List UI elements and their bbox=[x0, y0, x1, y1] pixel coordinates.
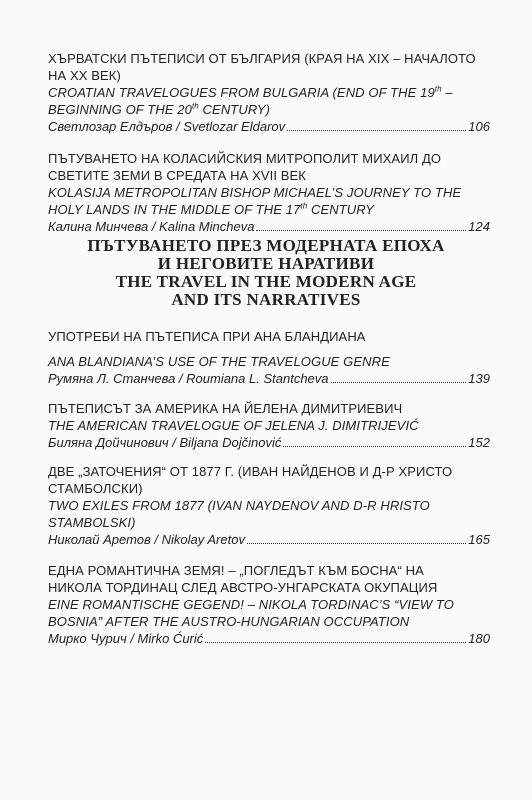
entry-page-number: 180 bbox=[468, 631, 490, 646]
entry-page-number: 139 bbox=[468, 371, 490, 386]
entry-page-number: 106 bbox=[468, 119, 490, 134]
dot-leader bbox=[287, 129, 466, 131]
entry-title-bg: ПЪТУВАНЕТО НА КОЛАСИЙСКИЯ МИТРОПОЛИТ МИХАИЛ ДО bbox=[48, 151, 442, 166]
entry-title-bg: ХЪРВАТСКИ ПЪТЕПИСИ ОТ БЪЛГАРИЯ (КРАЯ НА XIX – НАЧАЛОТО bbox=[48, 51, 476, 66]
toc-entry[interactable] bbox=[48, 328, 490, 387]
toc-entry[interactable] bbox=[48, 562, 490, 647]
section-heading-line: И НЕГОВИТЕ НАРАТИВИ bbox=[157, 254, 375, 273]
entry-title-en: KOLASIJA METROPOLITAN BISHOP MICHAEL’S JOURNEY TO THE bbox=[48, 185, 462, 200]
entry-author-row bbox=[48, 630, 490, 647]
entry-title-en: THE AMERICAN TRAVELOGUE OF JELENA J. DIMITRIJEVIĆ bbox=[48, 418, 419, 433]
entry-author-row bbox=[48, 370, 490, 387]
toc-entry[interactable] bbox=[48, 400, 490, 451]
entry-title-bg: СВЕТИТЕ ЗЕМИ В СРЕДАТА НА XVII ВЕК bbox=[48, 168, 306, 183]
entry-title-bg: СТАМБОЛСКИ) bbox=[48, 481, 143, 496]
entry-title-en: EINE ROMANTISCHE GEGEND! – NIKOLA TORDINAC’S “VIEW TO bbox=[48, 597, 454, 612]
entry-author-row bbox=[48, 434, 490, 451]
toc-entry[interactable] bbox=[48, 463, 490, 548]
entry-title-en: TWO EXILES FROM 1877 (IVAN NAYDENOV AND D-R HRISTO bbox=[48, 498, 430, 513]
entry-author: Биляна Дойчинович / Biljana Dojčinović bbox=[48, 435, 282, 450]
section-heading-line: THE TRAVEL IN THE MODERN AGE bbox=[115, 272, 417, 291]
entry-author-row bbox=[48, 531, 490, 548]
section-heading-line: AND ITS NARRATIVES bbox=[171, 290, 361, 309]
section-heading bbox=[0, 237, 532, 309]
entry-author-row bbox=[48, 218, 490, 235]
section-heading-line: ПЪТУВАНЕТО ПРЕЗ МОДЕРНАТА ЕПОХА bbox=[87, 236, 445, 255]
dot-leader bbox=[256, 229, 466, 231]
entry-author: Мирко Чурич / Mirko Ćurić bbox=[48, 631, 204, 646]
entry-title-en: BEGINNING OF THE 20th CENTURY) bbox=[48, 101, 271, 117]
entry-page-number: 152 bbox=[468, 435, 490, 450]
entry-title-en: ANA BLANDIANA’S USE OF THE TRAVELOGUE GENRE bbox=[48, 354, 390, 369]
dot-leader bbox=[205, 641, 466, 643]
toc-entry[interactable] bbox=[48, 150, 490, 235]
entry-author: Николай Аретов / Nikolay Aretov bbox=[48, 532, 245, 547]
entry-author: Светлозар Елдъров / Svetlozar Eldarov bbox=[48, 119, 286, 134]
entry-author: Румяна Л. Станчева / Roumiana L. Stantcheva bbox=[48, 371, 329, 386]
entry-title-en: BOSNIA” AFTER THE AUSTRO-HUNGARIAN OCCUPATION bbox=[48, 614, 410, 629]
entry-author: Калина Минчева / Kalina Mincheva bbox=[48, 219, 255, 234]
entry-title-bg: НИКОЛА ТОРДИНАЦ СЛЕД АВСТРО-УНГАРСКАТА ОКУПАЦИЯ bbox=[48, 580, 438, 595]
entry-author-row bbox=[48, 118, 490, 135]
dot-leader bbox=[247, 542, 466, 544]
dot-leader bbox=[331, 381, 467, 383]
entry-page-number: 124 bbox=[468, 219, 490, 234]
entry-title-en: CROATIAN TRAVELOGUES FROM BULGARIA (END OF THE 19th – bbox=[48, 84, 453, 100]
entry-title-bg: УПОТРЕБИ НА ПЪТЕПИСА ПРИ АНА БЛАНДИАНА bbox=[48, 329, 366, 344]
entry-title-en: HOLY LANDS IN THE MIDDLE OF THE 17th CENTURY bbox=[48, 201, 375, 217]
entry-title-bg: НА XX ВЕК) bbox=[48, 68, 121, 83]
dot-leader bbox=[283, 445, 466, 447]
entry-title-bg: ПЪТЕПИСЪТ ЗА АМЕРИКА НА ЙЕЛЕНА ДИМИТРИЕВИЧ bbox=[48, 401, 403, 416]
entry-title-bg: ЕДНА РОМАНТИЧНА ЗЕМЯ! – „ПОГЛЕДЪТ КЪМ БОСНА“ НА bbox=[48, 563, 424, 578]
toc-entry[interactable] bbox=[48, 50, 490, 135]
entry-page-number: 165 bbox=[468, 532, 490, 547]
entry-title-bg: ДВЕ „ЗАТОЧЕНИЯ“ ОТ 1877 Г. (ИВАН НАЙДЕНОВ И Д-Р ХРИСТО bbox=[48, 464, 453, 479]
entry-title-en: STAMBOLSKI) bbox=[48, 515, 136, 530]
